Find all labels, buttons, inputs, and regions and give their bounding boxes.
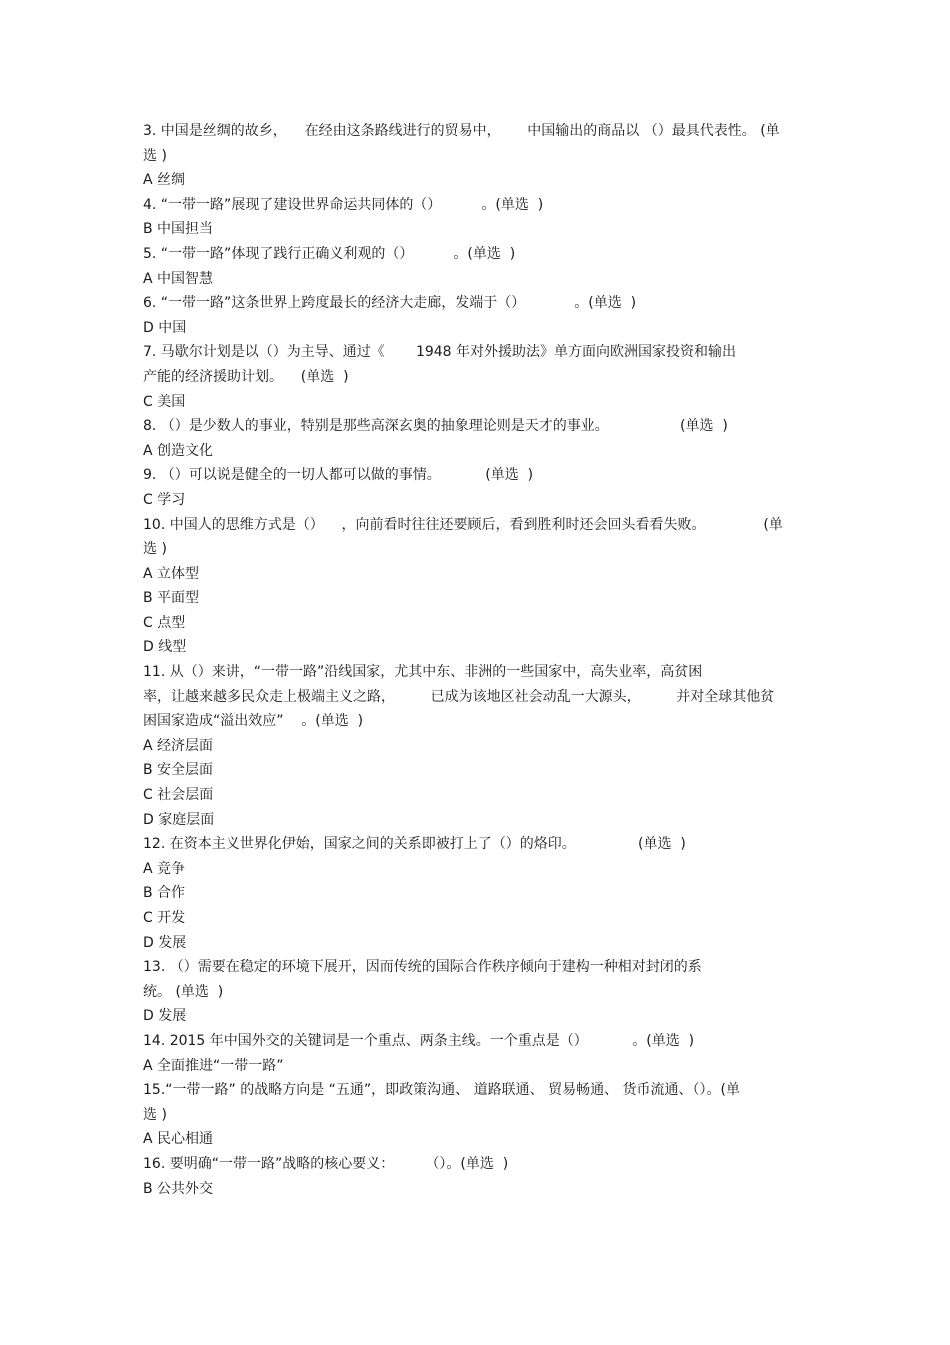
option-11-b: B 安全层面 [143,762,214,779]
question-6: 6. “一带一路”这条世界上跨度最长的经济大走廊，发端于（） 。(单选 ) [143,295,637,312]
answer-6: D 中国 [143,319,187,336]
option-11-c: C 社会层面 [143,787,214,804]
question-13-line-2: 统。 (单选 ) [143,983,224,1000]
option-11-d: D 家庭层面 [143,811,215,828]
question-13-line-1: 13. （）需要在稳定的环境下展开，因而传统的国际合作秩序倾向于建构一种相对封闭的系 [143,959,702,976]
question-8: 8. （）是少数人的事业，特别是那些高深玄奥的抽象理论则是天才的事业。 (单选 ) [143,418,728,435]
option-12-b: B 合作 [143,885,186,902]
answer-9: C 学习 [143,491,186,508]
question-15-line-1: 15.“一带一路” 的战略方向是 “五通”，即政策沟通、 道路联通、 贸易畅通、 货币流通、（）。(单 [143,1082,740,1099]
question-9: 9. （）可以说是健全的一切人都可以做的事情。 (单选 ) [143,467,534,484]
question-3-line-1: 3. 中国是丝绸的故乡， 在经由这条路线进行的贸易中， 中国输出的商品以 （）最具代表性。 (单 [143,123,780,139]
option-10-c: C 点型 [143,614,186,631]
question-10-line-1: 10. 中国人的思维方式是（） ，向前看时往往还要顾后，看到胜利时还会回头看看失败。 (单 [143,516,783,533]
answer-13: D 发展 [143,1008,187,1025]
question-11-line-2: 率，让越来越多民众走上极端主义之路， 已成为该地区社会动乱一大源头， 并对全球其他贫 [143,688,775,705]
answer-16: B 公共外交 [143,1180,214,1197]
option-10-b: B 平面型 [143,590,200,607]
answer-5: A 中国智慧 [143,270,214,287]
option-10-a: A 立体型 [143,565,200,582]
question-11-line-1: 11. 从（）来讲，“一带一路”沿线国家，尤其中东、非洲的一些国家中，高失业率，高贫困 [143,664,703,681]
answer-8: A 创造文化 [143,442,214,459]
answer-15: A 民心相通 [143,1131,214,1148]
question-list [143,119,811,1201]
question-7-line-1: 7. 马歇尔计划是以（）为主导、通过《 1948 年对外援助法》单方面向欧洲国家投资和输出 [143,344,737,361]
question-12: 12. 在资本主义世界化伊始，国家之间的关系即被打上了（）的烙印。 (单选 ) [143,836,686,853]
question-7-line-2: 产能的经济援助计划。 (单选 ) [143,368,349,385]
option-11-a: A 经济层面 [143,737,214,754]
answer-4: B 中国担当 [143,221,214,238]
question-4: 4. “一带一路”展现了建设世界命运共同体的（） 。(单选 ) [143,196,544,213]
option-12-d: D 发展 [143,934,187,951]
answer-7: C 美国 [143,393,186,410]
answer-14: A 全面推进“一带一路” [143,1057,284,1074]
answer-3: A 丝绸 [143,172,186,189]
question-15-line-2: 选 ) [143,1106,167,1123]
option-12-c: C 开发 [143,910,186,926]
question-10-line-2: 选 ) [143,541,167,558]
question-3-line-2: 选 ) [143,147,167,164]
question-5: 5. “一带一路”体现了践行正确义利观的（） 。(单选 ) [143,245,516,262]
option-10-d: D 线型 [143,639,187,656]
question-16: 16. 要明确“一带一路”战略的核心要义： （）。(单选 ) [143,1155,509,1172]
question-11-line-3: 困国家造成“溢出效应” 。(单选 ) [143,713,364,730]
option-12-a: A 竞争 [143,860,186,877]
question-14: 14. 2015 年中国外交的关键词是一个重点、两条主线。一个重点是（） 。(单选 ) [143,1032,695,1049]
